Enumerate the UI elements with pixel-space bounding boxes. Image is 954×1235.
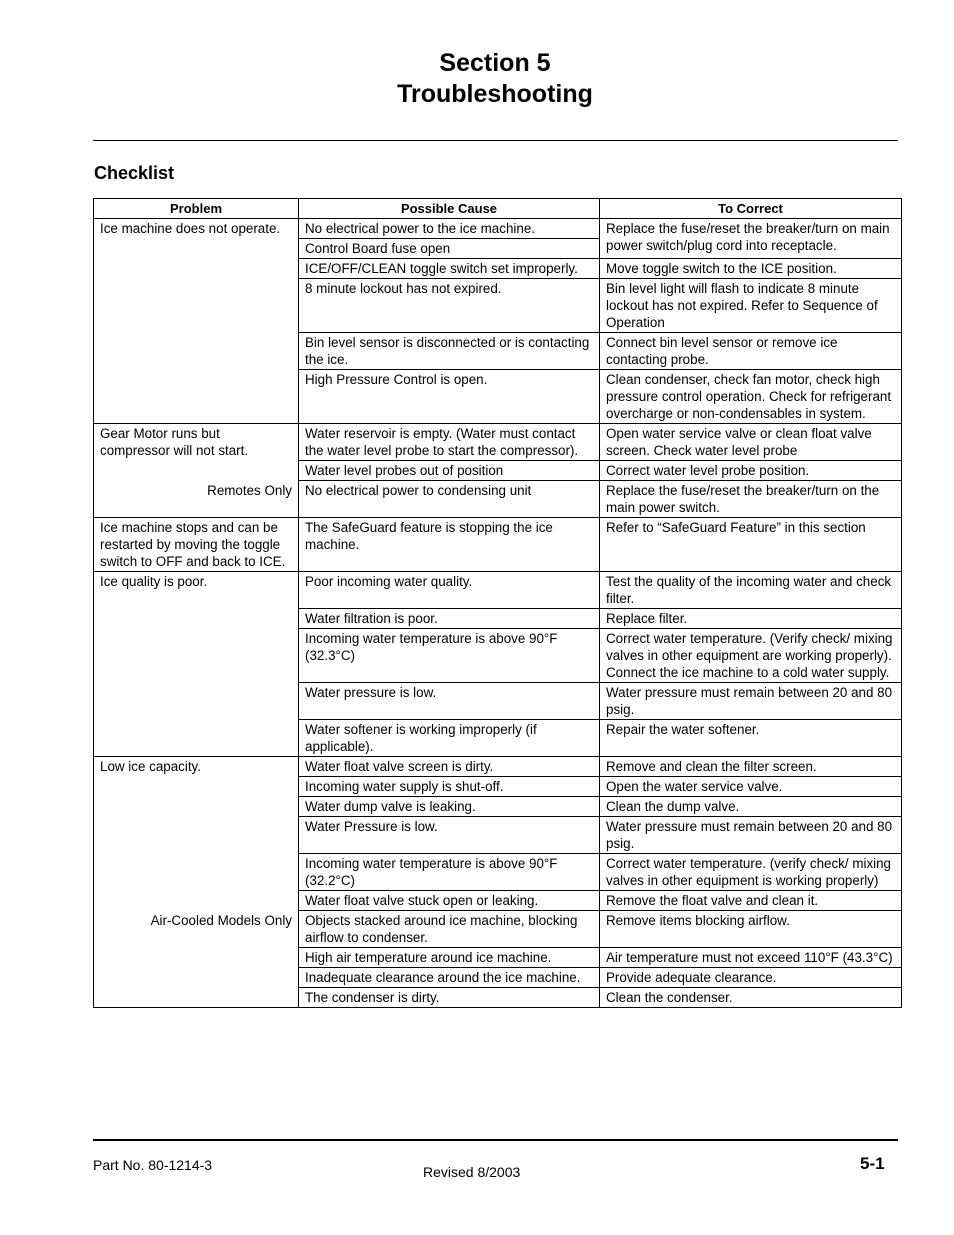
correct-cell: Correct water temperature. (Verify check/ mixing valves in other equipment are working properly). Connect the ice machine to a cold water supply. [600, 629, 902, 683]
table-row [94, 424, 902, 461]
correct-cell: Bin level light will flash to indicate 8 minute lockout has not expired. Refer to Sequence of Operation [600, 279, 902, 333]
cause-cell: No electrical power to the ice machine. [299, 219, 600, 239]
correct-cell: Water pressure must remain between 20 and 80 psig. [600, 817, 902, 854]
correct-cell: Repair the water softener. [600, 720, 902, 757]
problem-cell [94, 968, 299, 988]
table-row [94, 854, 902, 891]
correct-cell: Clean the condenser. [600, 988, 902, 1008]
cause-cell: Water dump valve is leaking. [299, 797, 600, 817]
problem-cell [94, 817, 299, 854]
table-row [94, 968, 902, 988]
table-row [94, 948, 902, 968]
cause-cell: 8 minute lockout has not expired. [299, 279, 600, 333]
correct-cell: Remove items blocking airflow. [600, 911, 902, 948]
revision-date: Revised 8/2003 [423, 1164, 521, 1180]
troubleshooting-table [93, 198, 902, 1008]
problem-cell [94, 891, 299, 911]
problem-cell: Ice quality is poor. [94, 572, 299, 609]
correct-cell: Correct water temperature. (verify check/ mixing valves in other equipment is working properly) [600, 854, 902, 891]
correct-cell: Connect bin level sensor or remove ice contacting probe. [600, 333, 902, 370]
table-row [94, 333, 902, 370]
problem-cell [94, 279, 299, 333]
problem-cell: Air-Cooled Models Only [94, 911, 299, 948]
table-row [94, 720, 902, 757]
problem-cell: Ice machine stops and can be restarted by moving the toggle switch to OFF and back to ICE. [94, 518, 299, 572]
cause-cell: Water float valve stuck open or leaking. [299, 891, 600, 911]
correct-cell: Remove and clean the filter screen. [600, 757, 902, 777]
correct-cell: Clean condenser, check fan motor, check high pressure control operation. Check for refrigerant overcharge or non-condensables in system. [600, 370, 902, 424]
problem-cell [94, 988, 299, 1008]
table-row [94, 609, 902, 629]
problem-cell [94, 370, 299, 424]
table-row [94, 481, 902, 518]
problem-cell [94, 333, 299, 370]
problem-cell [94, 948, 299, 968]
problem-cell [94, 683, 299, 720]
problem-cell [94, 720, 299, 757]
cause-cell: Bin level sensor is disconnected or is contacting the ice. [299, 333, 600, 370]
cause-cell: Water level probes out of position [299, 461, 600, 481]
table-row [94, 891, 902, 911]
table-row [94, 219, 902, 239]
table-row [94, 988, 902, 1008]
correct-cell: Provide adequate clearance. [600, 968, 902, 988]
cause-cell: Incoming water supply is shut-off. [299, 777, 600, 797]
problem-cell [94, 629, 299, 683]
problem-cell: Remotes Only [94, 481, 299, 518]
table-row [94, 279, 902, 333]
correct-cell: Clean the dump valve. [600, 797, 902, 817]
page-title-line1: Section 5 [439, 49, 551, 77]
correct-cell: Replace the fuse/reset the breaker/turn on main power switch/plug cord into receptacle. [600, 219, 902, 259]
table-row [94, 797, 902, 817]
column-header-cause: Possible Cause [299, 199, 600, 219]
correct-cell: Test the quality of the incoming water and check filter. [600, 572, 902, 609]
cause-cell: Water pressure is low. [299, 683, 600, 720]
correct-cell: Correct water level probe position. [600, 461, 902, 481]
cause-cell: Inadequate clearance around the ice machine. [299, 968, 600, 988]
column-header-correct: To Correct [600, 199, 902, 219]
footer-divider [93, 1139, 898, 1141]
cause-cell: Poor incoming water quality. [299, 572, 600, 609]
correct-cell: Air temperature must not exceed 110°F (43.3°C) [600, 948, 902, 968]
problem-cell [94, 461, 299, 481]
table-row [94, 461, 902, 481]
cause-cell: Incoming water temperature is above 90°F (32.3°C) [299, 629, 600, 683]
problem-cell [94, 259, 299, 279]
cause-cell: Water reservoir is empty. (Water must contact the water level probe to start the compressor). [299, 424, 600, 461]
cause-cell: Incoming water temperature is above 90°F (32.2°C) [299, 854, 600, 891]
correct-cell: Refer to “SafeGuard Feature” in this section [600, 518, 902, 572]
problem-cell: Gear Motor runs but compressor will not start. [94, 424, 299, 461]
part-number: Part No. 80-1214-3 [93, 1157, 213, 1173]
problem-cell [94, 239, 299, 259]
table-row [94, 683, 902, 720]
column-header-problem: Problem [94, 199, 299, 219]
cause-cell: Water filtration is poor. [299, 609, 600, 629]
table-row [94, 518, 902, 572]
problem-cell: Low ice capacity. [94, 757, 299, 777]
cause-cell: High Pressure Control is open. [299, 370, 600, 424]
cause-cell: Water softener is working improperly (if applicable). [299, 720, 600, 757]
correct-cell: Move toggle switch to the ICE position. [600, 259, 902, 279]
correct-cell: Water pressure must remain between 20 and 80 psig. [600, 683, 902, 720]
cause-cell: Water float valve screen is dirty. [299, 757, 600, 777]
problem-cell [94, 797, 299, 817]
table-row [94, 370, 902, 424]
table-row [94, 572, 902, 609]
correct-cell: Remove the float valve and clean it. [600, 891, 902, 911]
correct-cell: Replace filter. [600, 609, 902, 629]
cause-cell: ICE/OFF/CLEAN toggle switch set improperly. [299, 259, 600, 279]
cause-cell: The SafeGuard feature is stopping the ice machine. [299, 518, 600, 572]
page-title-line2: Troubleshooting [397, 80, 593, 108]
cause-cell: High air temperature around ice machine. [299, 948, 600, 968]
cause-cell: Control Board fuse open [299, 239, 600, 259]
table-row [94, 629, 902, 683]
page-number: 5-1 [860, 1154, 885, 1173]
table-row [94, 777, 902, 797]
correct-cell: Open water service valve or clean float valve screen. Check water level probe [600, 424, 902, 461]
cause-cell: Water Pressure is low. [299, 817, 600, 854]
cause-cell: The condenser is dirty. [299, 988, 600, 1008]
table-row [94, 817, 902, 854]
problem-cell: Ice machine does not operate. [94, 219, 299, 239]
problem-cell [94, 609, 299, 629]
section-heading: Checklist [94, 163, 175, 183]
table-row [94, 911, 902, 948]
cause-cell: No electrical power to condensing unit [299, 481, 600, 518]
header-divider [93, 140, 898, 141]
correct-cell: Open the water service valve. [600, 777, 902, 797]
table-row [94, 757, 902, 777]
correct-cell: Replace the fuse/reset the breaker/turn on the main power switch. [600, 481, 902, 518]
problem-cell [94, 854, 299, 891]
problem-cell [94, 777, 299, 797]
table-header-row [94, 199, 902, 219]
cause-cell: Objects stacked around ice machine, blocking airflow to condenser. [299, 911, 600, 948]
table-row [94, 259, 902, 279]
